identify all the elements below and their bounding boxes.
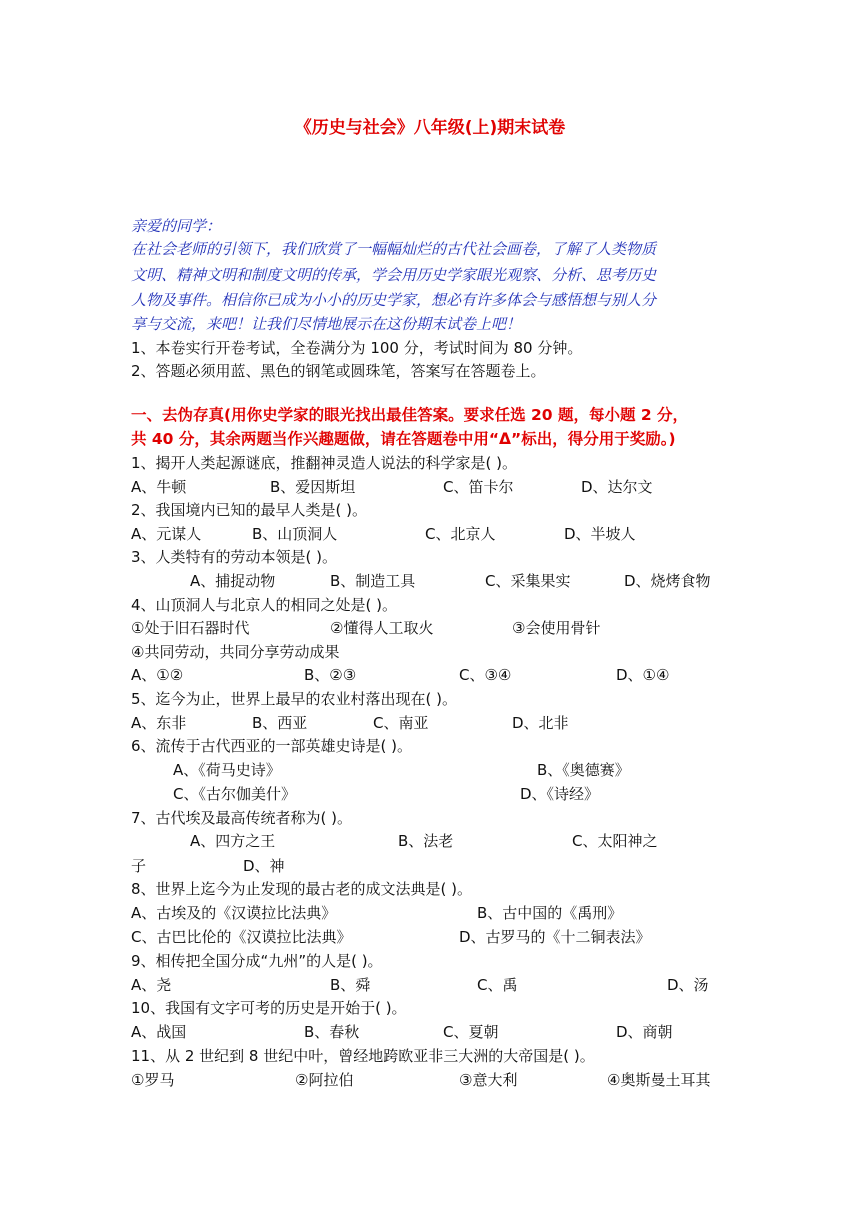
section-heading: 一、去伪存真(用你史学家的眼光找出最佳答案。要求任选 20 题，每小题 2 分， <box>131 406 689 424</box>
option-d: D、古罗马的《十二铜表法》 <box>459 928 651 946</box>
option-d: D、半坡人 <box>564 525 636 543</box>
option-a: A、元谋人 <box>131 525 202 543</box>
option-a: A、四方之王 <box>190 832 276 850</box>
statement-item: ④共同劳动，共同分享劳动成果 <box>131 643 340 661</box>
option-b: B、古中国的《禹刑》 <box>477 904 623 922</box>
option-c-continued: 子 <box>131 857 147 875</box>
option-a: A、①② <box>131 666 184 684</box>
option-d: D、汤 <box>667 976 709 994</box>
intro-line: 人物及事件。相信你已成为小小的历史学家，想必有许多体会与感悟想与别人分 <box>131 291 657 309</box>
option-a: A、捕捉动物 <box>190 572 276 590</box>
question-10: 10、我国有文字可考的历史是开始于( )。 <box>131 999 407 1017</box>
instruction-item: 2、答题必须用蓝、黑色的钢笔或圆珠笔，答案写在答题卷上。 <box>131 362 546 380</box>
option-c: C、采集果实 <box>485 572 571 590</box>
option-c: C、夏朝 <box>443 1023 499 1041</box>
statement-item: ④奥斯曼土耳其 <box>607 1071 711 1089</box>
option-a: A、战国 <box>131 1023 187 1041</box>
statement-item: ③意大利 <box>459 1071 518 1089</box>
option-b: B、《奥德赛》 <box>537 761 630 779</box>
option-a: A、古埃及的《汉谟拉比法典》 <box>131 904 337 922</box>
option-b: B、山顶洞人 <box>252 525 338 543</box>
option-d: D、《诗经》 <box>520 785 600 803</box>
question-3: 3、人类特有的劳动本领是( )。 <box>131 548 338 566</box>
option-d: D、①④ <box>616 666 670 684</box>
option-a: A、牛顿 <box>131 478 187 496</box>
option-d: D、神 <box>243 857 285 875</box>
option-b: B、②③ <box>304 666 357 684</box>
option-c: C、北京人 <box>425 525 496 543</box>
question-8: 8、世界上迄今为止发现的最古老的成文法典是( )。 <box>131 880 473 898</box>
option-b: B、爱因斯坦 <box>270 478 356 496</box>
option-b: B、制造工具 <box>330 572 416 590</box>
intro-salutation: 亲爱的同学： <box>131 217 222 235</box>
statement-item: ②阿拉伯 <box>295 1071 354 1089</box>
option-b: B、法老 <box>398 832 454 850</box>
statement-item: ③会使用骨针 <box>512 619 601 637</box>
option-c: C、禹 <box>477 976 518 994</box>
question-11: 11、从 2 世纪到 8 世纪中叶，曾经地跨欧亚非三大洲的大帝国是( )。 <box>131 1047 595 1065</box>
question-2: 2、我国境内已知的最早人类是( )。 <box>131 501 368 519</box>
option-c: C、古巴比伦的《汉谟拉比法典》 <box>131 928 352 946</box>
option-c: C、笛卡尔 <box>443 478 514 496</box>
question-9: 9、相传把全国分成“九州”的人是( )。 <box>131 952 383 970</box>
statement-item: ①罗马 <box>131 1071 175 1089</box>
intro-line: 享与交流，来吧！让我们尽情地展示在这份期末试卷上吧！ <box>131 315 522 333</box>
question-7: 7、古代埃及最高传统者称为( )。 <box>131 809 353 827</box>
option-c: C、③④ <box>459 666 512 684</box>
question-6: 6、流传于古代西亚的一部英雄史诗是( )。 <box>131 737 413 755</box>
option-b: B、舜 <box>330 976 371 994</box>
option-d: D、北非 <box>512 714 569 732</box>
option-b: B、春秋 <box>304 1023 360 1041</box>
intro-line: 文明、精神文明和制度文明的传承，学会用历史学家眼光观察、分析、思考历史 <box>131 266 657 284</box>
option-c: C、《古尔伽美什》 <box>173 785 296 803</box>
statement-item: ①处于旧石器时代 <box>131 619 250 637</box>
intro-line: 在社会老师的引领下，我们欣赏了一幅幅灿烂的古代社会画卷，了解了人类物质 <box>131 240 657 258</box>
option-b: B、西亚 <box>252 714 308 732</box>
option-d: D、烧烤食物 <box>624 572 711 590</box>
question-4: 4、山顶洞人与北京人的相同之处是( )。 <box>131 596 398 614</box>
option-c: C、太阳神之 <box>572 832 658 850</box>
option-a: A、尧 <box>131 976 172 994</box>
option-c: C、南亚 <box>373 714 429 732</box>
option-d: D、商朝 <box>616 1023 673 1041</box>
option-a: A、东非 <box>131 714 187 732</box>
option-a: A、《荷马史诗》 <box>173 761 281 779</box>
option-d: D、达尔文 <box>581 478 653 496</box>
question-1: 1、揭开人类起源谜底，推翻神灵造人说法的科学家是( )。 <box>131 454 518 472</box>
exam-title: 《历史与社会》八年级(上)期末试卷 <box>294 118 566 138</box>
question-5: 5、迄今为止，世界上最早的农业村落出现在( )。 <box>131 690 458 708</box>
statement-item: ②懂得人工取火 <box>330 619 434 637</box>
section-heading: 共 40 分，其余两题当作兴趣题做，请在答题卷中用“Δ”标出，得分用于奖励。) <box>131 430 676 448</box>
instruction-item: 1、本卷实行开卷考试，全卷满分为 100 分，考试时间为 80 分钟。 <box>131 339 583 357</box>
